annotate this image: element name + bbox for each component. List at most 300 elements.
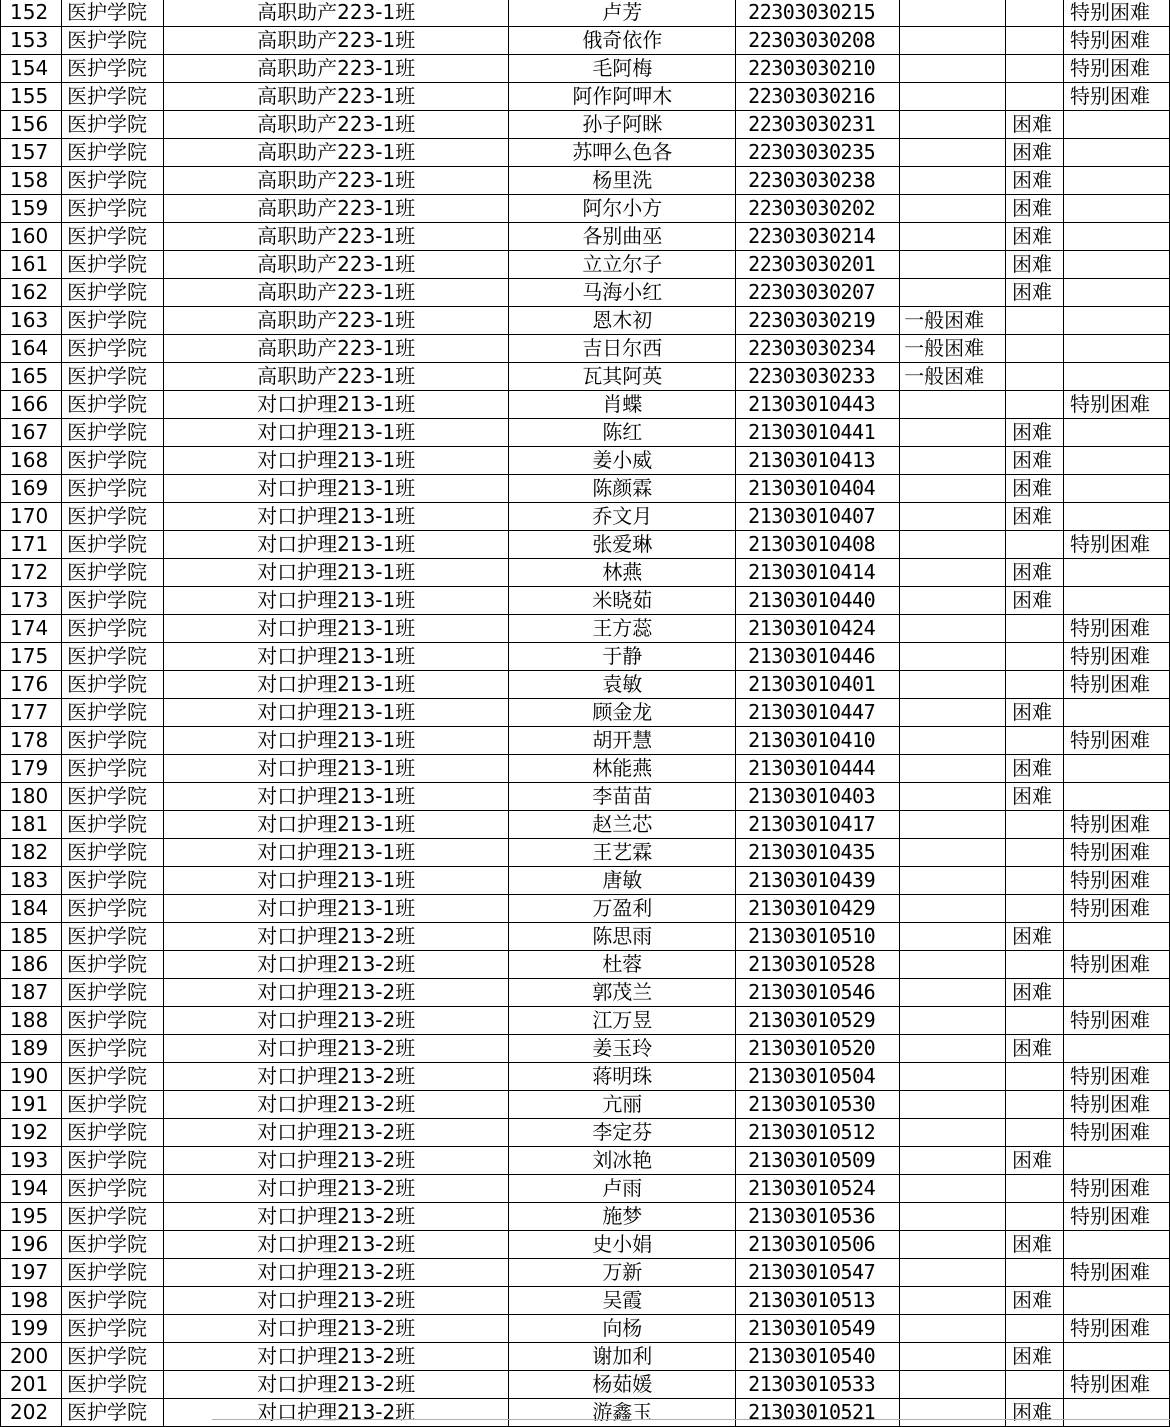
class-cell[interactable]: 对口护理213-2班 (163, 979, 509, 1007)
student-name-cell[interactable]: 姜玉玲 (509, 1035, 736, 1063)
level-special-cell[interactable]: 特别困难 (1064, 643, 1170, 671)
level-difficult-cell[interactable] (1006, 83, 1064, 111)
college-cell[interactable]: 医护学院 (61, 223, 163, 251)
class-cell[interactable]: 高职助产223-1班 (163, 251, 509, 279)
student-id-cell[interactable]: 22303030234 (736, 335, 900, 363)
level-general-cell[interactable] (900, 447, 1006, 475)
class-cell[interactable]: 对口护理213-1班 (163, 755, 509, 783)
level-special-cell[interactable]: 特别困难 (1064, 391, 1170, 419)
student-id-cell[interactable]: 21303010524 (736, 1175, 900, 1203)
level-difficult-cell[interactable] (1006, 1007, 1064, 1035)
level-difficult-cell[interactable] (1006, 1371, 1064, 1399)
level-special-cell[interactable] (1064, 335, 1170, 363)
student-name-cell[interactable]: 肖蝶 (509, 391, 736, 419)
row-number-cell[interactable]: 175 (1, 643, 62, 671)
row-number-cell[interactable]: 188 (1, 1007, 62, 1035)
row-number-cell[interactable]: 158 (1, 167, 62, 195)
student-name-cell[interactable]: 胡开慧 (509, 727, 736, 755)
student-id-cell[interactable]: 22303030231 (736, 111, 900, 139)
row-number-cell[interactable]: 178 (1, 727, 62, 755)
level-special-cell[interactable] (1064, 363, 1170, 391)
level-difficult-cell[interactable] (1006, 1063, 1064, 1091)
student-id-cell[interactable]: 21303010546 (736, 979, 900, 1007)
level-difficult-cell[interactable] (1006, 391, 1064, 419)
class-cell[interactable]: 对口护理213-2班 (163, 1007, 509, 1035)
level-special-cell[interactable] (1064, 251, 1170, 279)
college-cell[interactable]: 医护学院 (61, 951, 163, 979)
college-cell[interactable]: 医护学院 (61, 475, 163, 503)
level-general-cell[interactable] (900, 0, 1006, 27)
level-difficult-cell[interactable]: 困难 (1006, 1399, 1064, 1427)
student-id-cell[interactable]: 22303030210 (736, 55, 900, 83)
level-difficult-cell[interactable] (1006, 1203, 1064, 1231)
class-cell[interactable]: 对口护理213-2班 (163, 1119, 509, 1147)
student-id-cell[interactable]: 21303010447 (736, 699, 900, 727)
row-number-cell[interactable]: 190 (1, 1063, 62, 1091)
student-name-cell[interactable]: 刘冰艳 (509, 1147, 736, 1175)
level-difficult-cell[interactable] (1006, 839, 1064, 867)
class-cell[interactable]: 对口护理213-1班 (163, 643, 509, 671)
student-name-cell[interactable]: 万新 (509, 1259, 736, 1287)
student-id-cell[interactable]: 21303010530 (736, 1091, 900, 1119)
level-difficult-cell[interactable]: 困难 (1006, 279, 1064, 307)
level-general-cell[interactable] (900, 755, 1006, 783)
level-special-cell[interactable] (1064, 1231, 1170, 1259)
level-special-cell[interactable]: 特别困难 (1064, 1371, 1170, 1399)
student-name-cell[interactable]: 苏呷么色各 (509, 139, 736, 167)
row-number-cell[interactable]: 173 (1, 587, 62, 615)
class-cell[interactable]: 高职助产223-1班 (163, 0, 509, 27)
row-number-cell[interactable]: 191 (1, 1091, 62, 1119)
class-cell[interactable]: 对口护理213-1班 (163, 895, 509, 923)
student-id-cell[interactable]: 22303030233 (736, 363, 900, 391)
college-cell[interactable]: 医护学院 (61, 587, 163, 615)
student-id-cell[interactable]: 22303030238 (736, 167, 900, 195)
level-difficult-cell[interactable] (1006, 867, 1064, 895)
student-name-cell[interactable]: 俄奇依作 (509, 27, 736, 55)
college-cell[interactable]: 医护学院 (61, 1231, 163, 1259)
level-general-cell[interactable]: 一般困难 (900, 307, 1006, 335)
level-general-cell[interactable] (900, 503, 1006, 531)
class-cell[interactable]: 对口护理213-2班 (163, 1035, 509, 1063)
student-id-cell[interactable]: 21303010513 (736, 1287, 900, 1315)
level-special-cell[interactable]: 特别困难 (1064, 1315, 1170, 1343)
college-cell[interactable]: 医护学院 (61, 1147, 163, 1175)
level-special-cell[interactable] (1064, 419, 1170, 447)
student-name-cell[interactable]: 米晓茹 (509, 587, 736, 615)
college-cell[interactable]: 医护学院 (61, 419, 163, 447)
row-number-cell[interactable]: 170 (1, 503, 62, 531)
row-number-cell[interactable]: 176 (1, 671, 62, 699)
student-name-cell[interactable]: 万盈利 (509, 895, 736, 923)
level-special-cell[interactable] (1064, 111, 1170, 139)
level-general-cell[interactable] (900, 139, 1006, 167)
student-id-cell[interactable]: 21303010444 (736, 755, 900, 783)
college-cell[interactable]: 医护学院 (61, 727, 163, 755)
level-special-cell[interactable] (1064, 307, 1170, 335)
row-number-cell[interactable]: 181 (1, 811, 62, 839)
student-name-cell[interactable]: 吉日尔西 (509, 335, 736, 363)
class-cell[interactable]: 对口护理213-1班 (163, 811, 509, 839)
level-difficult-cell[interactable] (1006, 895, 1064, 923)
student-id-cell[interactable]: 21303010404 (736, 475, 900, 503)
student-id-cell[interactable]: 22303030207 (736, 279, 900, 307)
level-special-cell[interactable]: 特别困难 (1064, 867, 1170, 895)
student-name-cell[interactable]: 谢加利 (509, 1343, 736, 1371)
row-number-cell[interactable]: 199 (1, 1315, 62, 1343)
level-difficult-cell[interactable] (1006, 335, 1064, 363)
student-id-cell[interactable]: 21303010401 (736, 671, 900, 699)
class-cell[interactable]: 对口护理213-1班 (163, 559, 509, 587)
college-cell[interactable]: 医护学院 (61, 139, 163, 167)
level-general-cell[interactable] (900, 615, 1006, 643)
level-special-cell[interactable] (1064, 559, 1170, 587)
row-number-cell[interactable]: 192 (1, 1119, 62, 1147)
level-general-cell[interactable] (900, 1119, 1006, 1147)
level-special-cell[interactable]: 特别困难 (1064, 895, 1170, 923)
row-number-cell[interactable]: 154 (1, 55, 62, 83)
level-general-cell[interactable] (900, 1287, 1006, 1315)
college-cell[interactable]: 医护学院 (61, 867, 163, 895)
level-general-cell[interactable] (900, 1259, 1006, 1287)
student-id-cell[interactable]: 21303010549 (736, 1315, 900, 1343)
level-special-cell[interactable]: 特别困难 (1064, 531, 1170, 559)
level-difficult-cell[interactable]: 困难 (1006, 223, 1064, 251)
level-general-cell[interactable] (900, 111, 1006, 139)
college-cell[interactable]: 医护学院 (61, 979, 163, 1007)
level-general-cell[interactable] (900, 1175, 1006, 1203)
level-general-cell[interactable] (900, 1147, 1006, 1175)
college-cell[interactable]: 医护学院 (61, 1399, 163, 1427)
level-difficult-cell[interactable]: 困难 (1006, 1231, 1064, 1259)
level-general-cell[interactable] (900, 1091, 1006, 1119)
level-general-cell[interactable] (900, 531, 1006, 559)
student-name-cell[interactable]: 马海小红 (509, 279, 736, 307)
class-cell[interactable]: 高职助产223-1班 (163, 139, 509, 167)
level-special-cell[interactable] (1064, 195, 1170, 223)
student-id-cell[interactable]: 21303010439 (736, 867, 900, 895)
student-name-cell[interactable]: 李定芬 (509, 1119, 736, 1147)
college-cell[interactable]: 医护学院 (61, 699, 163, 727)
student-name-cell[interactable]: 立立尔子 (509, 251, 736, 279)
row-number-cell[interactable]: 186 (1, 951, 62, 979)
college-cell[interactable]: 医护学院 (61, 447, 163, 475)
row-number-cell[interactable]: 167 (1, 419, 62, 447)
row-number-cell[interactable]: 166 (1, 391, 62, 419)
class-cell[interactable]: 高职助产223-1班 (163, 335, 509, 363)
class-cell[interactable]: 对口护理213-2班 (163, 1315, 509, 1343)
row-number-cell[interactable]: 159 (1, 195, 62, 223)
level-general-cell[interactable] (900, 1343, 1006, 1371)
level-general-cell[interactable] (900, 391, 1006, 419)
student-name-cell[interactable]: 唐敏 (509, 867, 736, 895)
student-name-cell[interactable]: 陈颜霖 (509, 475, 736, 503)
row-number-cell[interactable]: 202 (1, 1399, 62, 1427)
level-difficult-cell[interactable]: 困难 (1006, 1035, 1064, 1063)
level-general-cell[interactable] (900, 195, 1006, 223)
level-special-cell[interactable] (1064, 699, 1170, 727)
level-difficult-cell[interactable] (1006, 671, 1064, 699)
level-difficult-cell[interactable]: 困难 (1006, 783, 1064, 811)
level-special-cell[interactable]: 特别困难 (1064, 83, 1170, 111)
level-special-cell[interactable]: 特别困难 (1064, 727, 1170, 755)
student-id-cell[interactable]: 22303030208 (736, 27, 900, 55)
level-special-cell[interactable] (1064, 1287, 1170, 1315)
college-cell[interactable]: 医护学院 (61, 615, 163, 643)
level-special-cell[interactable] (1064, 923, 1170, 951)
level-difficult-cell[interactable]: 困难 (1006, 475, 1064, 503)
college-cell[interactable]: 医护学院 (61, 167, 163, 195)
level-special-cell[interactable] (1064, 475, 1170, 503)
student-name-cell[interactable]: 姜小威 (509, 447, 736, 475)
college-cell[interactable]: 医护学院 (61, 1287, 163, 1315)
college-cell[interactable]: 医护学院 (61, 1063, 163, 1091)
college-cell[interactable]: 医护学院 (61, 1259, 163, 1287)
class-cell[interactable]: 对口护理213-2班 (163, 1063, 509, 1091)
level-general-cell[interactable] (900, 811, 1006, 839)
class-cell[interactable]: 高职助产223-1班 (163, 279, 509, 307)
level-general-cell[interactable] (900, 727, 1006, 755)
student-name-cell[interactable]: 亢丽 (509, 1091, 736, 1119)
class-cell[interactable]: 对口护理213-1班 (163, 531, 509, 559)
level-general-cell[interactable] (900, 951, 1006, 979)
level-general-cell[interactable] (900, 1399, 1006, 1427)
class-cell[interactable]: 对口护理213-1班 (163, 503, 509, 531)
class-cell[interactable]: 对口护理213-1班 (163, 839, 509, 867)
student-name-cell[interactable]: 杨里洗 (509, 167, 736, 195)
student-id-cell[interactable]: 21303010540 (736, 1343, 900, 1371)
college-cell[interactable]: 医护学院 (61, 503, 163, 531)
level-general-cell[interactable] (900, 1007, 1006, 1035)
row-number-cell[interactable]: 174 (1, 615, 62, 643)
level-difficult-cell[interactable]: 困难 (1006, 923, 1064, 951)
level-special-cell[interactable]: 特别困难 (1064, 1203, 1170, 1231)
level-special-cell[interactable] (1064, 783, 1170, 811)
level-difficult-cell[interactable] (1006, 363, 1064, 391)
row-number-cell[interactable]: 172 (1, 559, 62, 587)
class-cell[interactable]: 对口护理213-2班 (163, 951, 509, 979)
level-difficult-cell[interactable] (1006, 55, 1064, 83)
row-number-cell[interactable]: 177 (1, 699, 62, 727)
row-number-cell[interactable]: 184 (1, 895, 62, 923)
student-name-cell[interactable]: 向杨 (509, 1315, 736, 1343)
level-general-cell[interactable] (900, 643, 1006, 671)
student-name-cell[interactable]: 赵兰芯 (509, 811, 736, 839)
college-cell[interactable]: 医护学院 (61, 671, 163, 699)
level-general-cell[interactable] (900, 1203, 1006, 1231)
level-general-cell[interactable] (900, 979, 1006, 1007)
class-cell[interactable]: 对口护理213-1班 (163, 447, 509, 475)
level-special-cell[interactable]: 特别困难 (1064, 1091, 1170, 1119)
class-cell[interactable]: 对口护理213-2班 (163, 1231, 509, 1259)
student-id-cell[interactable]: 21303010536 (736, 1203, 900, 1231)
level-special-cell[interactable] (1064, 279, 1170, 307)
student-name-cell[interactable]: 阿作阿呷木 (509, 83, 736, 111)
student-name-cell[interactable]: 李苗苗 (509, 783, 736, 811)
student-name-cell[interactable]: 江万昱 (509, 1007, 736, 1035)
student-id-cell[interactable]: 22303030216 (736, 83, 900, 111)
student-name-cell[interactable]: 游鑫玉 (509, 1399, 736, 1427)
level-special-cell[interactable]: 特别困难 (1064, 1007, 1170, 1035)
student-id-cell[interactable]: 22303030235 (736, 139, 900, 167)
level-general-cell[interactable] (900, 251, 1006, 279)
level-difficult-cell[interactable] (1006, 531, 1064, 559)
student-name-cell[interactable]: 卢雨 (509, 1175, 736, 1203)
level-special-cell[interactable]: 特别困难 (1064, 1063, 1170, 1091)
level-difficult-cell[interactable] (1006, 811, 1064, 839)
level-general-cell[interactable] (900, 587, 1006, 615)
level-special-cell[interactable]: 特别困难 (1064, 839, 1170, 867)
level-special-cell[interactable]: 特别困难 (1064, 671, 1170, 699)
college-cell[interactable]: 医护学院 (61, 923, 163, 951)
college-cell[interactable]: 医护学院 (61, 783, 163, 811)
college-cell[interactable]: 医护学院 (61, 1203, 163, 1231)
college-cell[interactable]: 医护学院 (61, 1343, 163, 1371)
row-number-cell[interactable]: 189 (1, 1035, 62, 1063)
level-special-cell[interactable] (1064, 447, 1170, 475)
class-cell[interactable]: 对口护理213-1班 (163, 419, 509, 447)
college-cell[interactable]: 医护学院 (61, 811, 163, 839)
student-name-cell[interactable]: 张爱琳 (509, 531, 736, 559)
level-special-cell[interactable]: 特别困难 (1064, 811, 1170, 839)
level-difficult-cell[interactable]: 困难 (1006, 699, 1064, 727)
class-cell[interactable]: 对口护理213-1班 (163, 615, 509, 643)
student-name-cell[interactable]: 阿尔小方 (509, 195, 736, 223)
level-special-cell[interactable] (1064, 979, 1170, 1007)
student-id-cell[interactable]: 21303010414 (736, 559, 900, 587)
student-id-cell[interactable]: 21303010410 (736, 727, 900, 755)
student-name-cell[interactable]: 林能燕 (509, 755, 736, 783)
college-cell[interactable]: 医护学院 (61, 531, 163, 559)
class-cell[interactable]: 对口护理213-2班 (163, 1371, 509, 1399)
level-difficult-cell[interactable]: 困难 (1006, 1343, 1064, 1371)
student-name-cell[interactable]: 陈思雨 (509, 923, 736, 951)
student-id-cell[interactable]: 22303030201 (736, 251, 900, 279)
row-number-cell[interactable]: 182 (1, 839, 62, 867)
class-cell[interactable]: 对口护理213-1班 (163, 671, 509, 699)
student-id-cell[interactable]: 21303010547 (736, 1259, 900, 1287)
row-number-cell[interactable]: 187 (1, 979, 62, 1007)
level-special-cell[interactable]: 特别困难 (1064, 27, 1170, 55)
student-id-cell[interactable]: 22303030202 (736, 195, 900, 223)
student-name-cell[interactable]: 袁敏 (509, 671, 736, 699)
level-difficult-cell[interactable]: 困难 (1006, 447, 1064, 475)
level-difficult-cell[interactable]: 困难 (1006, 195, 1064, 223)
class-cell[interactable]: 对口护理213-2班 (163, 1343, 509, 1371)
row-number-cell[interactable]: 168 (1, 447, 62, 475)
level-difficult-cell[interactable]: 困难 (1006, 139, 1064, 167)
row-number-cell[interactable]: 201 (1, 1371, 62, 1399)
college-cell[interactable]: 医护学院 (61, 335, 163, 363)
level-general-cell[interactable] (900, 1063, 1006, 1091)
row-number-cell[interactable]: 171 (1, 531, 62, 559)
college-cell[interactable]: 医护学院 (61, 83, 163, 111)
college-cell[interactable]: 医护学院 (61, 111, 163, 139)
college-cell[interactable]: 医护学院 (61, 0, 163, 27)
level-difficult-cell[interactable] (1006, 951, 1064, 979)
level-general-cell[interactable] (900, 27, 1006, 55)
college-cell[interactable]: 医护学院 (61, 1175, 163, 1203)
level-general-cell[interactable] (900, 419, 1006, 447)
student-id-cell[interactable]: 21303010521 (736, 1399, 900, 1427)
student-id-cell[interactable]: 21303010441 (736, 419, 900, 447)
level-difficult-cell[interactable]: 困难 (1006, 979, 1064, 1007)
level-special-cell[interactable]: 特别困难 (1064, 1175, 1170, 1203)
level-general-cell[interactable] (900, 559, 1006, 587)
level-special-cell[interactable] (1064, 167, 1170, 195)
level-general-cell[interactable] (900, 55, 1006, 83)
level-difficult-cell[interactable]: 困难 (1006, 167, 1064, 195)
class-cell[interactable]: 高职助产223-1班 (163, 167, 509, 195)
level-difficult-cell[interactable] (1006, 307, 1064, 335)
student-name-cell[interactable]: 瓦其阿英 (509, 363, 736, 391)
college-cell[interactable]: 医护学院 (61, 1119, 163, 1147)
level-general-cell[interactable] (900, 279, 1006, 307)
student-name-cell[interactable]: 王方蕊 (509, 615, 736, 643)
row-number-cell[interactable]: 153 (1, 27, 62, 55)
level-general-cell[interactable] (900, 1371, 1006, 1399)
student-id-cell[interactable]: 22303030214 (736, 223, 900, 251)
level-difficult-cell[interactable] (1006, 1119, 1064, 1147)
row-number-cell[interactable]: 152 (1, 0, 62, 27)
row-number-cell[interactable]: 157 (1, 139, 62, 167)
level-special-cell[interactable] (1064, 503, 1170, 531)
class-cell[interactable]: 高职助产223-1班 (163, 223, 509, 251)
college-cell[interactable]: 医护学院 (61, 1315, 163, 1343)
student-id-cell[interactable]: 21303010512 (736, 1119, 900, 1147)
level-special-cell[interactable] (1064, 139, 1170, 167)
class-cell[interactable]: 高职助产223-1班 (163, 83, 509, 111)
level-special-cell[interactable] (1064, 1147, 1170, 1175)
row-number-cell[interactable]: 155 (1, 83, 62, 111)
level-difficult-cell[interactable] (1006, 1315, 1064, 1343)
row-number-cell[interactable]: 180 (1, 783, 62, 811)
level-difficult-cell[interactable] (1006, 1091, 1064, 1119)
college-cell[interactable]: 医护学院 (61, 195, 163, 223)
college-cell[interactable]: 医护学院 (61, 895, 163, 923)
level-general-cell[interactable] (900, 923, 1006, 951)
level-difficult-cell[interactable]: 困难 (1006, 1147, 1064, 1175)
student-id-cell[interactable]: 22303030219 (736, 307, 900, 335)
row-number-cell[interactable]: 161 (1, 251, 62, 279)
level-difficult-cell[interactable] (1006, 0, 1064, 27)
student-name-cell[interactable]: 毛阿梅 (509, 55, 736, 83)
student-name-cell[interactable]: 于静 (509, 643, 736, 671)
level-special-cell[interactable] (1064, 755, 1170, 783)
student-id-cell[interactable]: 21303010429 (736, 895, 900, 923)
class-cell[interactable]: 高职助产223-1班 (163, 55, 509, 83)
level-special-cell[interactable]: 特别困难 (1064, 0, 1170, 27)
level-special-cell[interactable] (1064, 1035, 1170, 1063)
student-id-cell[interactable]: 21303010506 (736, 1231, 900, 1259)
student-name-cell[interactable]: 王艺霖 (509, 839, 736, 867)
level-general-cell[interactable] (900, 1315, 1006, 1343)
level-special-cell[interactable]: 特别困难 (1064, 951, 1170, 979)
level-general-cell[interactable] (900, 475, 1006, 503)
college-cell[interactable]: 医护学院 (61, 27, 163, 55)
level-difficult-cell[interactable] (1006, 615, 1064, 643)
row-number-cell[interactable]: 197 (1, 1259, 62, 1287)
class-cell[interactable]: 高职助产223-1班 (163, 363, 509, 391)
level-special-cell[interactable]: 特别困难 (1064, 1119, 1170, 1147)
student-id-cell[interactable]: 21303010440 (736, 587, 900, 615)
level-difficult-cell[interactable] (1006, 643, 1064, 671)
class-cell[interactable]: 对口护理213-1班 (163, 699, 509, 727)
level-general-cell[interactable] (900, 167, 1006, 195)
level-general-cell[interactable] (900, 83, 1006, 111)
student-id-cell[interactable]: 21303010417 (736, 811, 900, 839)
level-difficult-cell[interactable]: 困难 (1006, 755, 1064, 783)
